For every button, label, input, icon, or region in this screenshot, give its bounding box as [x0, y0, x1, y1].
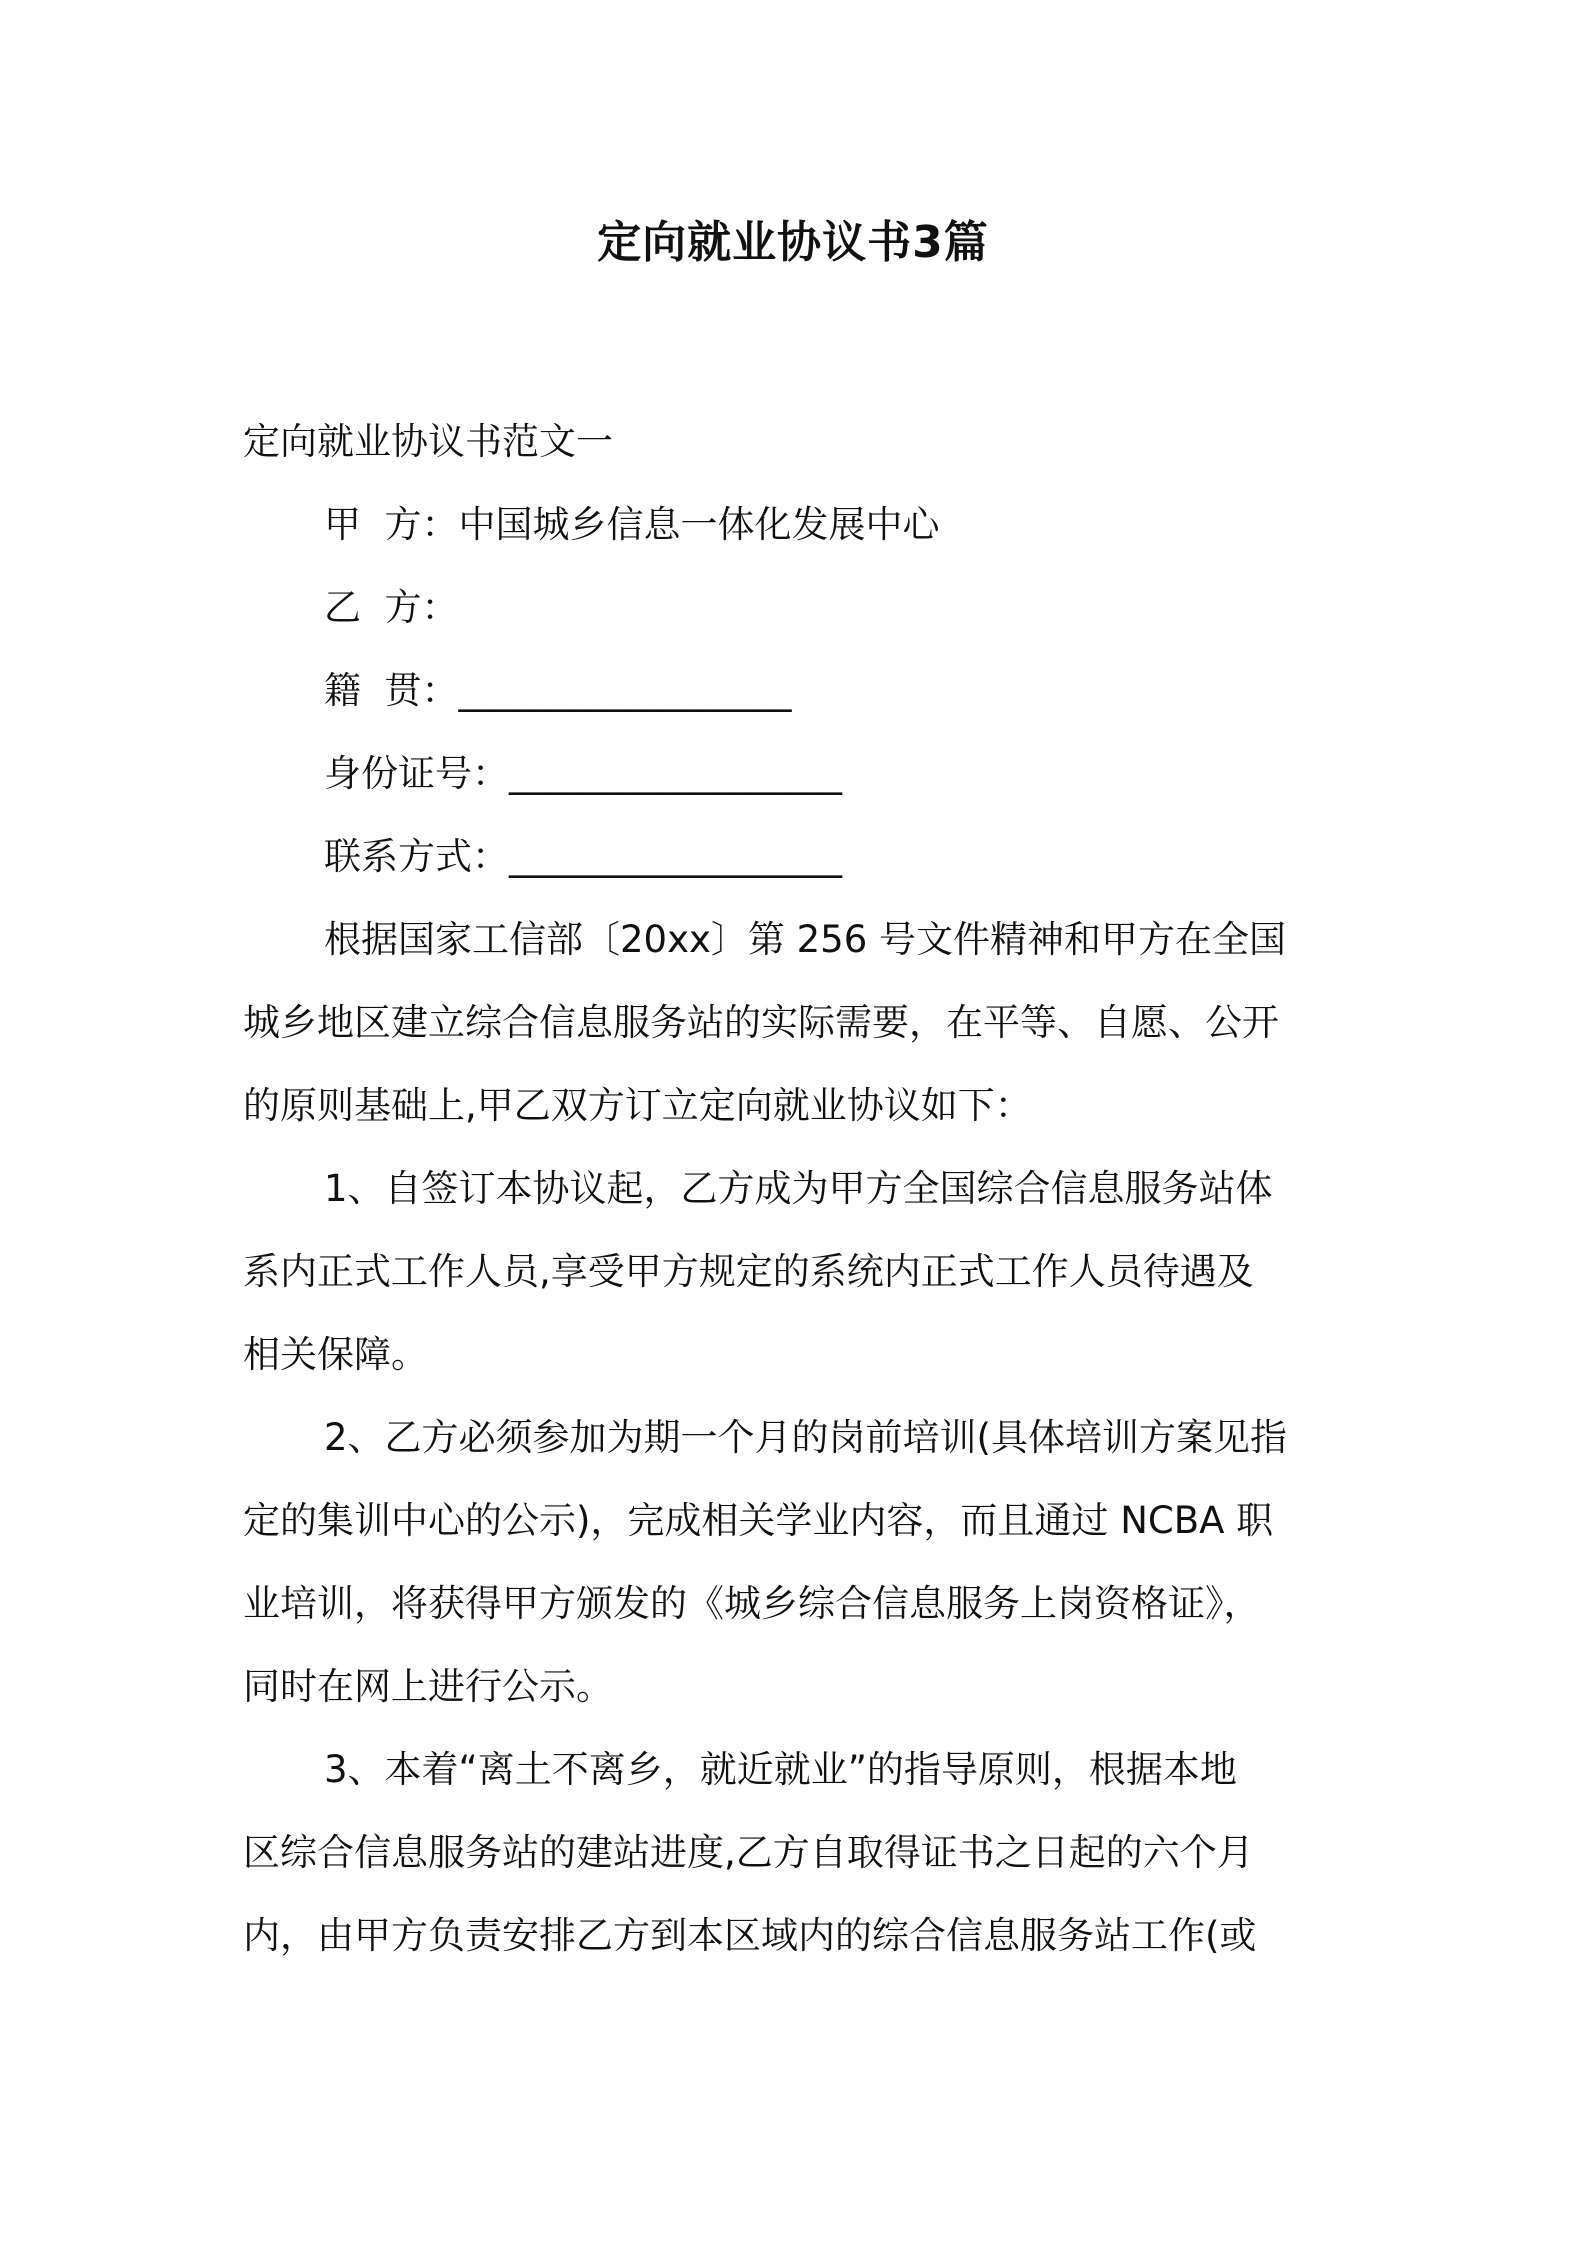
clause-2-line: 同时在网上进行公示。 — [243, 1665, 613, 1708]
party-a-label: 甲 方： — [324, 503, 459, 546]
contact-row — [243, 815, 1358, 898]
document-title: 定向就业协议书3篇 — [597, 217, 989, 268]
document-body — [243, 400, 1358, 1977]
id-number-row — [243, 732, 1358, 815]
clause-1-line: 1、自签订本协议起，乙方成为甲方全国综合信息服务站体 — [324, 1167, 1273, 1210]
clause-1-paragraph — [243, 1147, 1358, 1396]
intro-line: 城乡地区建立综合信息服务站的实际需要，在平等、自愿、公开 — [243, 1001, 1279, 1044]
clause-1-line: 系内正式工作人员,享受甲方规定的系统内正式工作人员待遇及 — [243, 1250, 1254, 1293]
party-b-row — [243, 566, 1358, 649]
intro-line: 的原则基础上,甲乙双方订立定向就业协议如下： — [243, 1084, 1032, 1127]
id-number-label: 身份证号： — [324, 752, 509, 795]
party-a-value: 中国城乡信息一体化发展中心 — [458, 503, 940, 546]
intro-line: 根据国家工信部〔20xx〕第 256 号文件精神和甲方在全国 — [324, 918, 1287, 961]
clause-1-line: 相关保障。 — [243, 1333, 428, 1376]
clause-2-line: 定的集训中心的公示)，完成相关学业内容，而且通过 NCBA 职 — [243, 1499, 1274, 1542]
party-a-row — [243, 483, 1358, 566]
clause-3-line: 区综合信息服务站的建站进度,乙方自取得证书之日起的六个月 — [243, 1831, 1254, 1874]
party-b-label: 乙 方： — [324, 586, 459, 629]
section-heading: 定向就业协议书范文一 — [243, 420, 613, 463]
id-number-blank: __________________ — [509, 752, 842, 795]
clause-2-line: 业培训，将获得甲方颁发的《城乡综合信息服务上岗资格证》， — [243, 1582, 1261, 1625]
contact-label: 联系方式： — [324, 835, 509, 878]
native-place-blank: __________________ — [458, 669, 792, 712]
clause-2-line: 2、乙方必须参加为期一个月的岗前培训(具体培训方案见指 — [324, 1416, 1287, 1459]
intro-paragraph — [243, 898, 1358, 1147]
clause-3-paragraph — [243, 1728, 1358, 1977]
native-place-label: 籍 贯： — [324, 669, 459, 712]
clause-2-paragraph — [243, 1396, 1358, 1728]
clause-3-line: 内，由甲方负责安排乙方到本区域内的综合信息服务站工作(或 — [243, 1914, 1257, 1957]
contact-blank: __________________ — [509, 835, 842, 878]
clause-3-line: 3、本着“离土不离乡，就近就业”的指导原则，根据本地 — [324, 1748, 1237, 1791]
native-place-row — [243, 649, 1358, 732]
